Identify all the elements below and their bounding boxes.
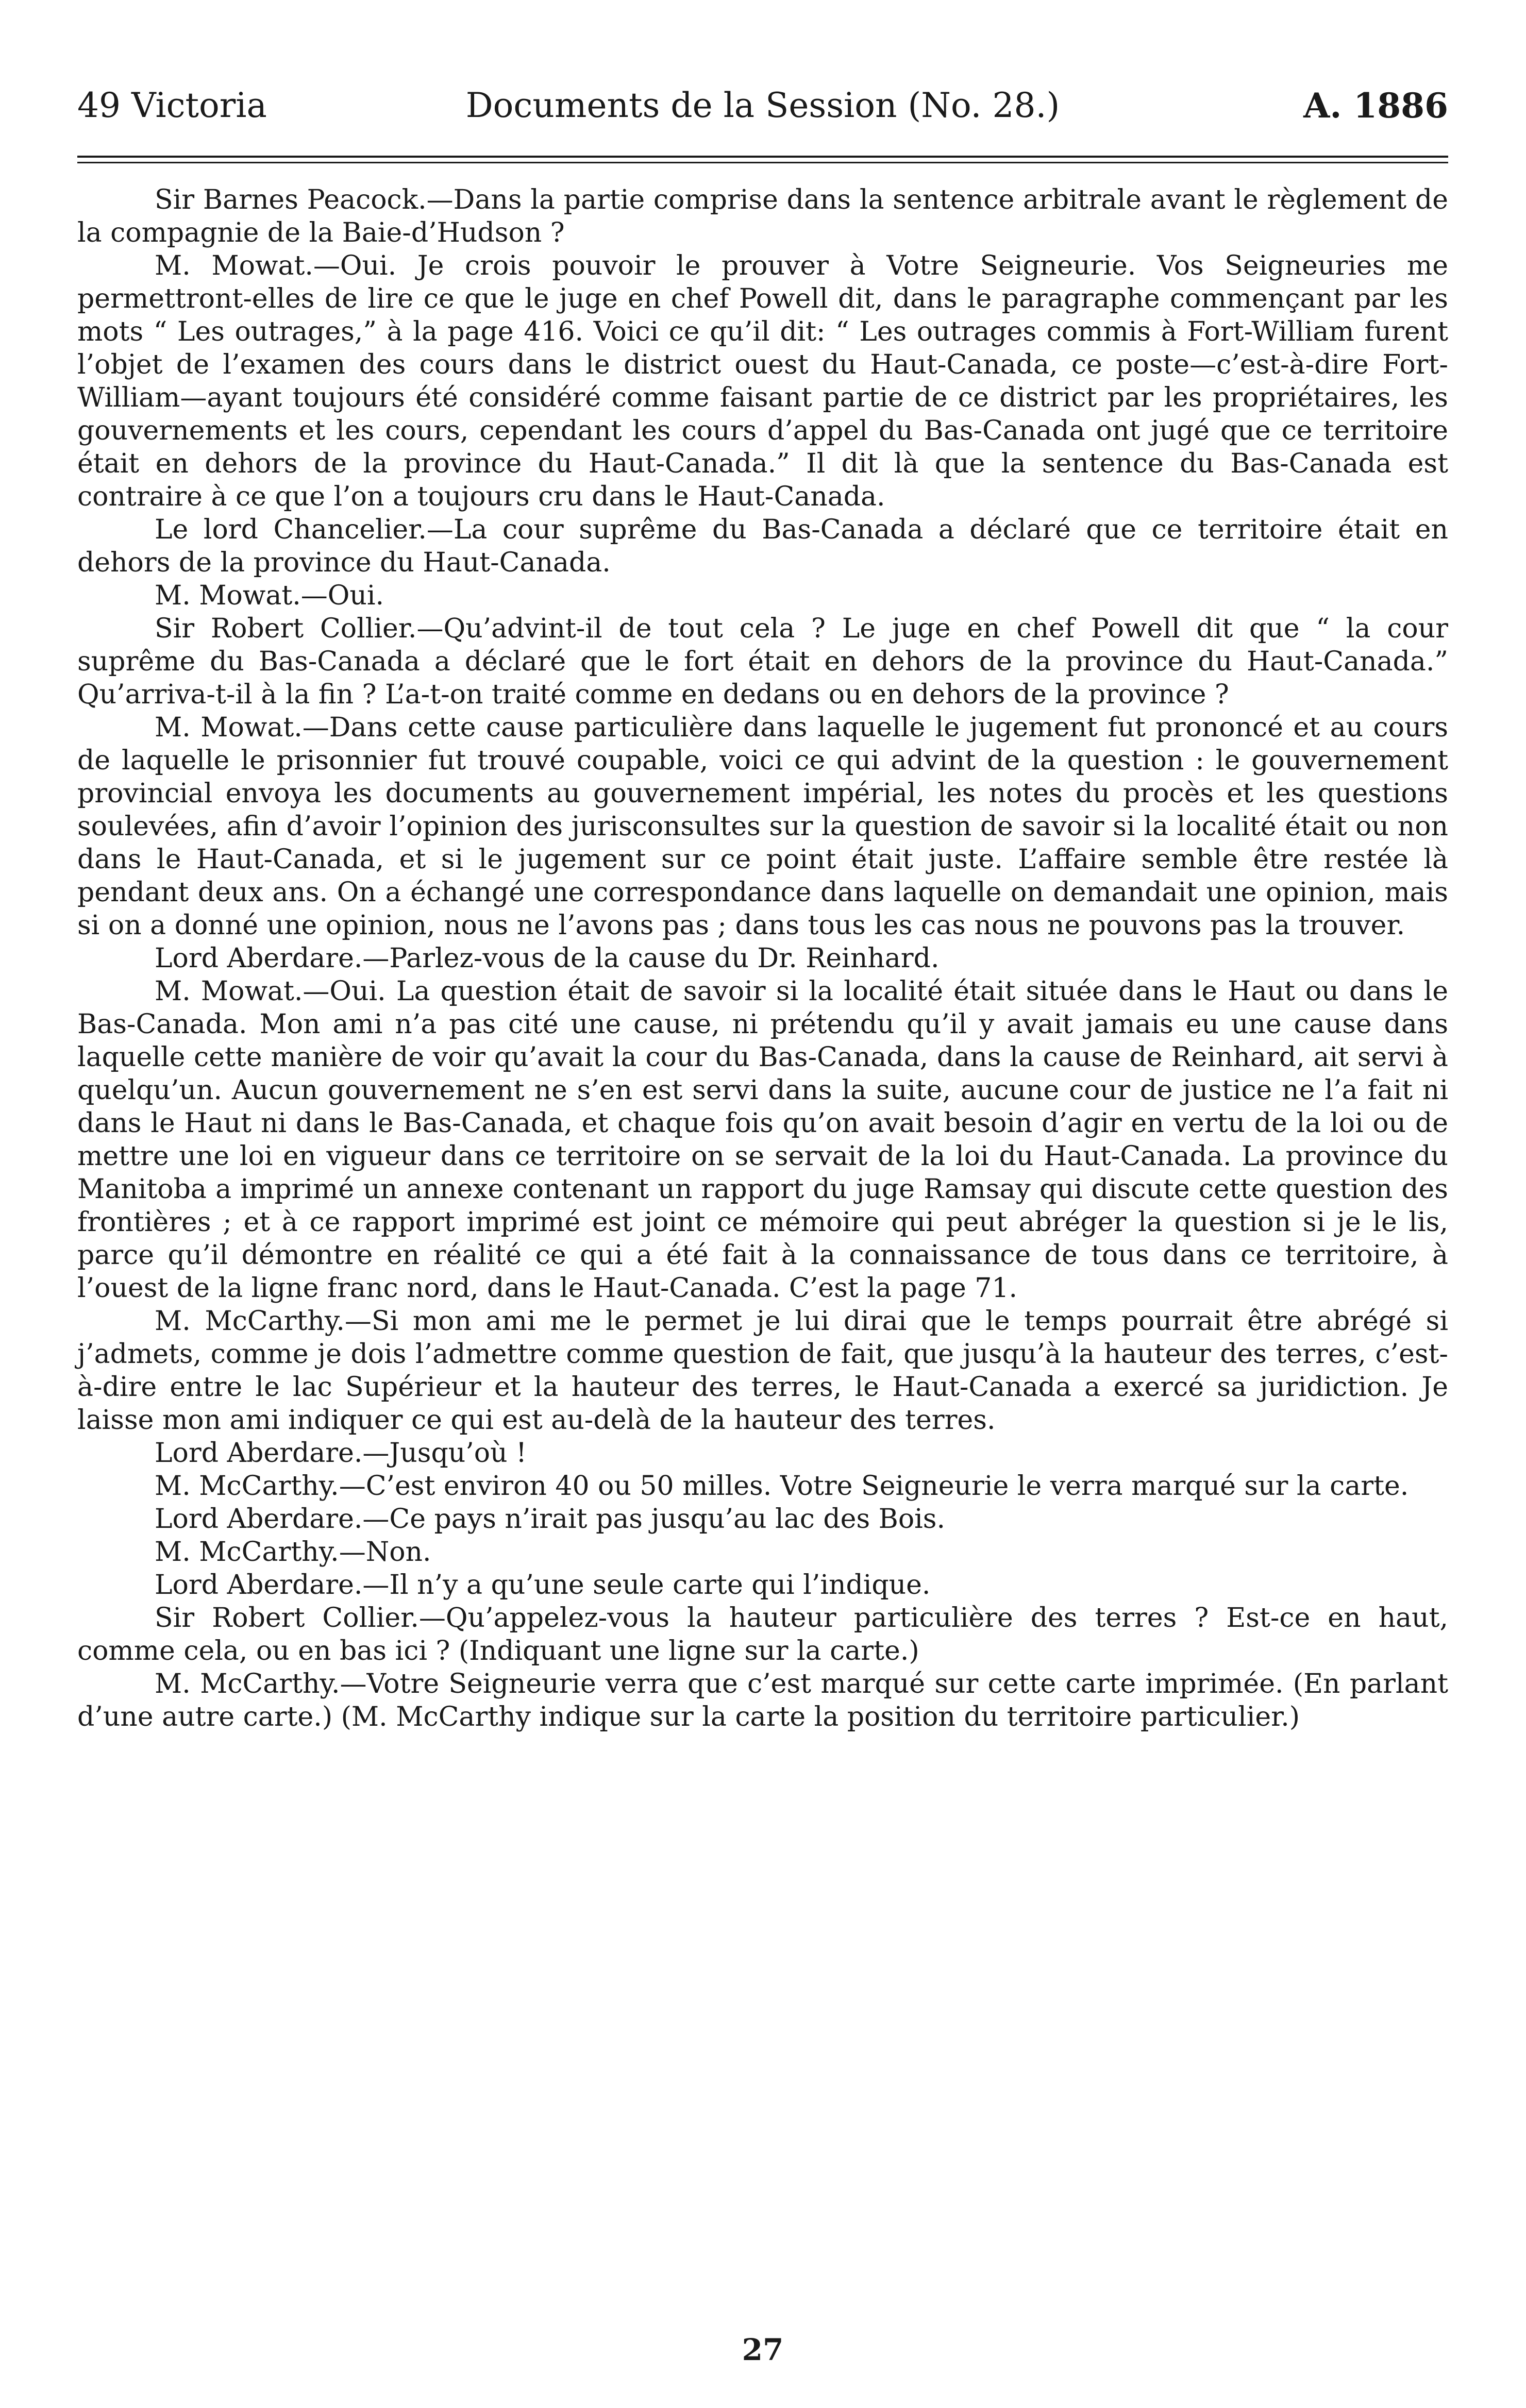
paragraph: Sir Robert Collier.—Qu’advint-il de tout cela ? Le juge en chef Powell dit que “ la cour suprême du Bas-Canada a déclaré que le fort était en dehors de la province du Haut-Canada.” Qu’arriva-t-il à la fin ? L’a-t-on traité comme en dedans ou en dehors de la province ? [77, 613, 1448, 710]
header-rule-thin [77, 162, 1448, 163]
paragraph: Lord Aberdare.—Parlez-vous de la cause du Dr. Reinhard. [155, 943, 940, 974]
paragraph: Lord Aberdare.—Jusqu’où ! [155, 1438, 527, 1469]
paragraph: M. McCarthy.—C’est environ 40 ou 50 milles. Votre Seigneurie le verra marqué sur la carte. [155, 1471, 1409, 1502]
paragraph: M. McCarthy.—Votre Seigneurie verra que c’est marqué sur cette carte imprimée. (En parlant d’une autre carte.) (M. McCarthy indique sur la carte la position du territoire particulier.) [77, 1669, 1448, 1732]
document-page [77, 0, 1448, 2408]
running-header [77, 77, 1448, 134]
paragraph: Sir Robert Collier.—Qu’appelez-vous la hauteur particulière des terres ? Est-ce en haut, comme cela, ou en bas ici ? (Indiquant une ligne sur la carte.) [77, 1603, 1448, 1666]
paragraph: M. Mowat.—Dans cette cause particulière dans laquelle le jugement fut prononcé et au cours de laquelle le prisonnier fut trouvé coupable, voici ce qui advint de la question : le gouvernement provincial envoya les documents au gouvernement impérial, les notes du procès et les questions soulevées, afin d’avoir l’opinion des jurisconsultes sur la question de savoir si la localité était ou non dans le Haut-Canada, et si le jugement sur ce point était juste. L’affaire semble être restée là pendant deux ans. On a échangé une correspondance dans laquelle on demandait une opinion, mais si on a donné une opinion, nous ne l’avons pas ; dans tous les cas nous ne pouvons pas la trouver. [77, 712, 1448, 941]
paragraph: M. McCarthy.—Si mon ami me le permet je lui dirai que le temps pourrait être abrégé si j’admets, comme je dois l’admettre comme question de fait, que jusqu’à la hauteur des terres, c’est-à-dire entre le lac Supérieur et la hauteur des terres, le Haut-Canada a exercé sa juridiction. Je laisse mon ami indiquer ce qui est au-delà de la hauteur des terres. [77, 1306, 1448, 1436]
body-text [77, 183, 1448, 1733]
paragraph: M. Mowat.—Oui. Je crois pouvoir le prouver à Votre Seigneurie. Vos Seigneuries me permettront-elles de lire ce que le juge en chef Powell dit, dans le paragraphe commençant par les mots “ Les outrages,” à la page 416. Voici ce qu’il dit: “ Les outrages commis à Fort-William furent l’objet de l’examen des cours dans le district ouest du Haut-Canada, ce poste—c’est-à-dire Fort-William—ayant toujours été considéré comme faisant partie de ce district par les propriétaires, les gouvernements et les cours, cependant les cours d’appel du Bas-Canada ont jugé que ce territoire était en dehors de la province du Haut-Canada.” Il dit là que la sentence du Bas-Canada est contraire à ce que l’on a toujours cru dans le Haut-Canada. [77, 250, 1448, 512]
header-year: A. 1886 [1303, 86, 1448, 126]
header-title: Documents de la Session (No. 28.) [465, 86, 1060, 125]
paragraph: M. McCarthy.—Non. [155, 1537, 431, 1568]
page-number: 27 [742, 2332, 784, 2367]
paragraph: Sir Barnes Peacock.—Dans la partie comprise dans la sentence arbitrale avant le règlement de la compagnie de la Baie-d’Hudson ? [77, 184, 1448, 248]
paragraph: Le lord Chancelier.—La cour suprême du Bas-Canada a déclaré que ce territoire était en dehors de la province du Haut-Canada. [77, 514, 1448, 578]
paragraph: Lord Aberdare.—Ce pays n’irait pas jusqu’au lac des Bois. [155, 1504, 946, 1535]
header-regnal-year: 49 Victoria [77, 86, 267, 125]
paragraph: Lord Aberdare.—Il n’y a qu’une seule carte qui l’indique. [155, 1570, 931, 1601]
paragraph: M. Mowat.—Oui. La question était de savoir si la localité était située dans le Haut ou dans le Bas-Canada. Mon ami n’a pas cité une cause, ni prétendu qu’il y avait jamais eu une cause dans laquelle cette manière de voir qu’avait la cour du Bas-Canada, dans la cause de Reinhard, ait servi à quelqu’un. Aucun gouvernement ne s’en est servi dans la suite, aucune cour de justice ne l’a fait ni dans le Haut ni dans le Bas-Canada, et chaque fois qu’on avait besoin d’agir en vertu de la loi ou de mettre une loi en vigueur dans ce territoire on se servait de la loi du Haut-Canada. La province du Manitoba a imprimé un annexe contenant un rapport du juge Ramsay qui discute cette question des frontières ; et à ce rapport imprimé est joint ce mémoire qui peut abréger la question si je le lis, parce qu’il démontre en réalité ce qui a été fait à la connaissance de tous dans ce territoire, à l’ouest de la ligne franc nord, dans le Haut-Canada. C’est la page 71. [77, 976, 1448, 1304]
paragraph: M. Mowat.—Oui. [155, 580, 384, 611]
header-rule-thick [77, 156, 1448, 158]
